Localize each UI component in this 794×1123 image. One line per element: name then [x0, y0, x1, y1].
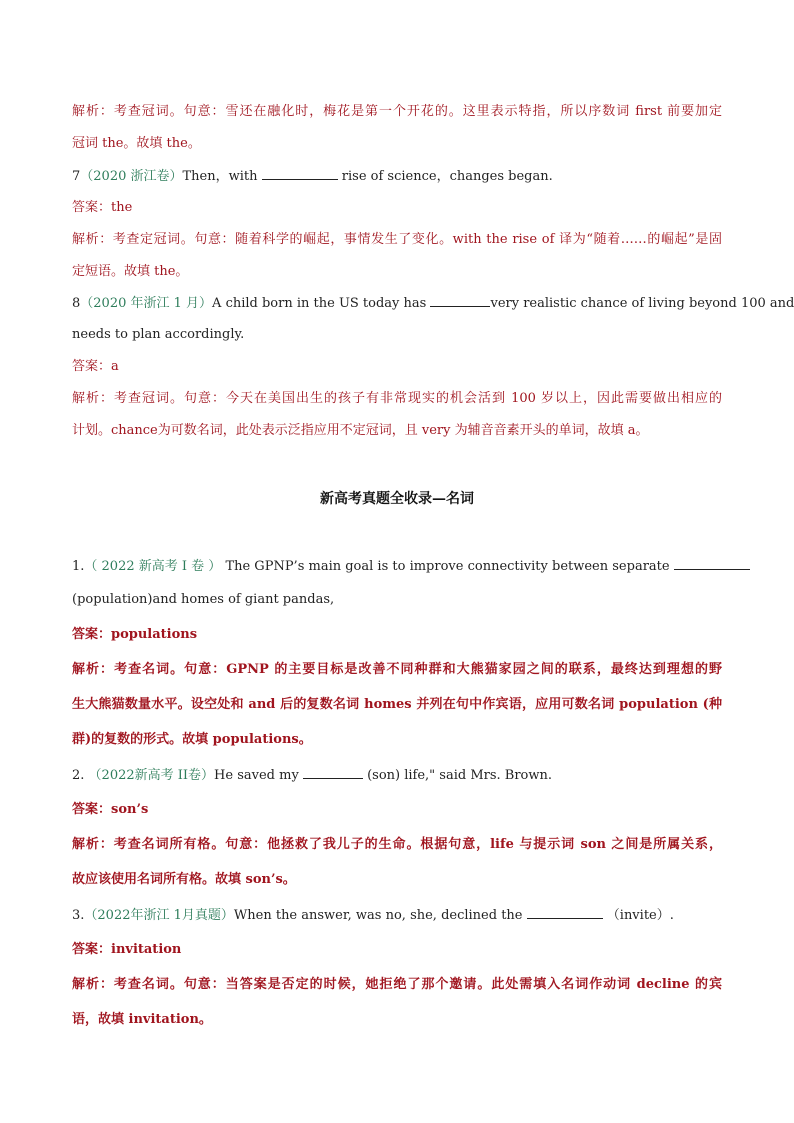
section-title: 新高考真题全收录—名词: [320, 491, 474, 507]
question-8-blank: [430, 294, 490, 307]
analysis-7-line-2: 定短语。故填 the。: [72, 264, 189, 279]
question-3-text-b: （invite）.: [606, 908, 674, 923]
question-8-text-a: A child born in the US today has: [212, 296, 427, 311]
question-3-blank: [527, 906, 603, 919]
question-2-number: 2.: [72, 768, 85, 783]
question-8: [72, 294, 794, 313]
question-2-source: （2022新高考 II卷）: [88, 768, 215, 783]
question-1-text-a: The GPNP’s main goal is to improve connectivity between separate: [225, 559, 670, 574]
question-1-blank: [674, 557, 750, 570]
question-7: [72, 167, 722, 186]
question-2-text-a: He saved my: [214, 768, 299, 783]
question-7-blank: [262, 167, 338, 180]
analysis-3-line-2: 语，故填 invitation。: [72, 1012, 212, 1027]
analysis-6-line-1: 解析：考查冠词。句意：雪还在融化时，梅花是第一个开花的。这里表示特指，所以序数词 first 前要加定: [72, 104, 722, 119]
answer-7: 答案：the: [72, 200, 133, 215]
question-7-text-b: rise of science，changes began.: [341, 169, 553, 184]
answer-1: 答案：populations: [72, 627, 198, 642]
question-2-blank: [303, 766, 363, 779]
question-8-line-2: needs to plan accordingly.: [72, 327, 245, 342]
question-3-source: （2022年浙江 1月真题）: [84, 908, 234, 923]
analysis-6-line-2: 冠词 the。故填 the。: [72, 136, 201, 151]
analysis-2-line-2: 故应该使用名词所有格。故填 son’s。: [72, 872, 296, 887]
question-1-source: （ 2022 新高考 Ⅰ 卷 ）: [84, 559, 222, 574]
question-8-text-b: very realistic chance of living beyond 100 and: [490, 296, 794, 311]
analysis-2-line-1: 解析：考查名词所有格。句意：他拯救了我儿子的生命。根据句意，life 与提示词 son 之间是所属关系，: [72, 837, 722, 852]
analysis-1-line-2: 生大熊猫数量水平。设空处和 and 后的复数名词 homes 并列在句中作宾语，应用可数名词 population (种: [72, 697, 722, 712]
analysis-1-line-3: 群)的复数的形式。故填 populations。: [72, 732, 312, 747]
analysis-8-line-1: 解析：考查冠词。句意：今天在美国出生的孩子有非常现实的机会活到 100 岁以上，因此需要做出相应的: [72, 391, 722, 406]
analysis-1-line-1: 解析：考查名词。句意：GPNP 的主要目标是改善不同种群和大熊猫家园之间的联系，最终达到理想的野: [72, 662, 722, 677]
answer-3: 答案：invitation: [72, 942, 182, 957]
question-8-source: （2020 年浙江 1 月）: [80, 296, 213, 311]
question-2: [72, 766, 722, 785]
question-3: [72, 906, 722, 925]
answer-2: 答案：son’s: [72, 802, 149, 817]
question-1-number: 1.: [72, 559, 85, 574]
analysis-7-line-1: 解析：考查定冠词。句意：随着科学的崛起，事情发生了变化。with the rise of 译为“随着……的崛起”是固: [72, 232, 722, 247]
question-1: [72, 557, 722, 576]
analysis-8-line-2: 计划。chance为可数名词，此处表示泛指应用不定冠词，且 very 为辅音音素开头的单词，故填 a。: [72, 423, 649, 438]
question-7-number: 7: [72, 169, 81, 184]
question-2-text-b: (son) life," said Mrs. Brown.: [367, 768, 553, 783]
answer-8: 答案：a: [72, 359, 119, 374]
question-3-number: 3.: [72, 908, 85, 923]
question-3-text-a: When the answer, was no, she, declined the: [233, 908, 523, 923]
question-1-line-2: (population)and homes of giant pandas,: [72, 592, 335, 607]
question-7-text-a: Then，with: [182, 169, 258, 184]
analysis-3-line-1: 解析：考查名词。句意：当答案是否定的时候，她拒绝了那个邀请。此处需填入名词作动词 decline 的宾: [72, 977, 722, 992]
question-7-source: （2020 浙江卷）: [80, 169, 183, 184]
question-8-number: 8: [72, 296, 81, 311]
